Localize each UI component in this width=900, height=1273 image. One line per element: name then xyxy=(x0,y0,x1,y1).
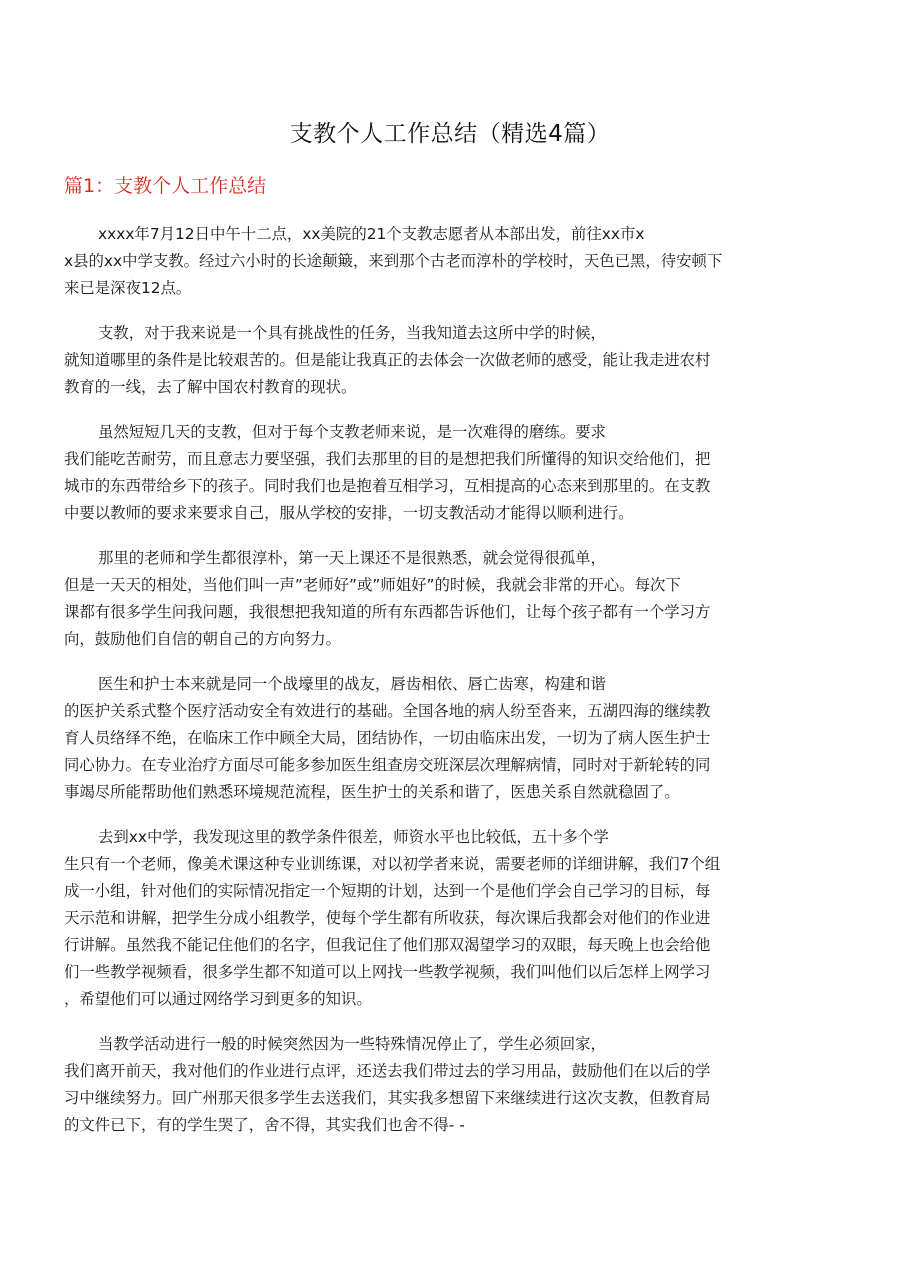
paragraph-line: xxxx年7月12日中午十二点，xx美院的21个支教志愿者从本部出发，前往xx市x xyxy=(98,225,645,243)
paragraph xyxy=(64,320,844,401)
document-body xyxy=(64,221,844,1157)
paragraph-line: x县的xx中学支教。经过六小时的长途颠簸，来到那个古老而淳朴的学校时，天色已黑，待安顿下 xyxy=(64,252,723,270)
paragraph-line: 医生和护士本来就是同一个战壕里的战友，唇齿相依、唇亡齿寒，构建和谐 xyxy=(98,675,606,693)
paragraph-line: 育人员络绎不绝，在临床工作中顾全大局，团结协作，一切由临床出发，一切为了病人医生护士 xyxy=(64,729,711,747)
paragraph-line: 课都有很多学生问我问题，我很想把我知道的所有东西都告诉他们，让每个孩子都有一个学习方 xyxy=(64,603,711,621)
paragraph xyxy=(64,221,844,302)
paragraph-line: 我们离开前天，我对他们的作业进行点评，还送去我们带过去的学习用品，鼓励他们在以后的学 xyxy=(64,1062,711,1080)
document-title: 支教个人工作总结（精选4篇） xyxy=(289,121,611,147)
paragraph xyxy=(64,824,844,1013)
paragraph-line: 就知道哪里的条件是比较艰苦的。但是能让我真正的去体会一次做老师的感受，能让我走进农村 xyxy=(64,351,711,369)
paragraph xyxy=(64,419,844,527)
paragraph-line: 虽然短短几天的支教，但对于每个支教老师来说，是一次难得的磨练。要求 xyxy=(98,423,606,441)
paragraph-line: 当教学活动进行一般的时候突然因为一些特殊情况停止了，学生必须回家， xyxy=(98,1035,606,1053)
paragraph-line: 的文件已下，有的学生哭了，舍不得，其实我们也舍不得- - xyxy=(64,1116,465,1134)
paragraph-line: 那里的老师和学生都很淳朴，第一天上课还不是很熟悉，就会觉得很孤单， xyxy=(98,549,606,567)
paragraph-line: 向，鼓励他们自信的朝自己的方向努力。 xyxy=(64,630,342,648)
paragraph-line: 成一小组，针对他们的实际情况指定一个短期的计划，达到一个是他们学会自己学习的目标，每 xyxy=(64,882,711,900)
paragraph-line: 天示范和讲解，把学生分成小组教学，使每个学生都有所收获，每次课后我都会对他们的作业进 xyxy=(64,909,711,927)
section-heading: 篇1：支教个人工作总结 xyxy=(64,175,267,197)
paragraph-line: ，希望他们可以通过网络学习到更多的知识。 xyxy=(64,990,372,1008)
paragraph-line: 我们能吃苦耐劳，而且意志力要坚强，我们去那里的目的是想把我们所懂得的知识交给他们，把 xyxy=(64,450,711,468)
paragraph-line: 教育的一线，去了解中国农村教育的现状。 xyxy=(64,378,357,396)
paragraph-line: 来已是深夜12点。 xyxy=(64,279,192,297)
paragraph-line: 支教，对于我来说是一个具有挑战性的任务，当我知道去这所中学的时候， xyxy=(98,324,606,342)
paragraph-line: 但是一天天的相处，当他们叫一声”老师好”或”师姐好”的时候，我就会非常的开心。每次下 xyxy=(64,576,681,594)
paragraph-line: 中要以教师的要求来要求自己，服从学校的安排，一切支教活动才能得以顺利进行。 xyxy=(64,504,634,522)
paragraph-line: 城市的东西带给乡下的孩子。同时我们也是抱着互相学习，互相提高的心态来到那里的。在支教 xyxy=(64,477,711,495)
paragraph-line: 事竭尽所能帮助他们熟悉环境规范流程，医生护士的关系和谐了，医患关系自然就稳固了。 xyxy=(64,783,680,801)
paragraph xyxy=(64,1031,844,1139)
paragraph-line: 们一些教学视频看，很多学生都不知道可以上网找一些教学视频，我们叫他们以后怎样上网学习 xyxy=(64,963,711,981)
paragraph xyxy=(64,671,844,806)
paragraph-line: 习中继续努力。回广州那天很多学生去送我们，其实我多想留下来继续进行这次支教，但教育局 xyxy=(64,1089,711,1107)
paragraph-line: 去到xx中学，我发现这里的教学条件很差，师资水平也比较低，五十多个学 xyxy=(98,828,609,846)
paragraph xyxy=(64,545,844,653)
paragraph-line: 生只有一个老师，像美术课这种专业训练课，对以初学者来说，需要老师的详细讲解，我们7个组 xyxy=(64,855,721,873)
paragraph-line: 的医护关系式整个医疗活动安全有效进行的基础。全国各地的病人纷至沓来，五湖四海的继续教 xyxy=(64,702,711,720)
paragraph-line: 同心协力。在专业治疗方面尽可能多参加医生组查房交班深层次理解病情，同时对于新轮转的同 xyxy=(64,756,711,774)
paragraph-line: 行讲解。虽然我不能记住他们的名字，但我记住了他们那双渴望学习的双眼，每天晚上也会给他 xyxy=(64,936,711,954)
